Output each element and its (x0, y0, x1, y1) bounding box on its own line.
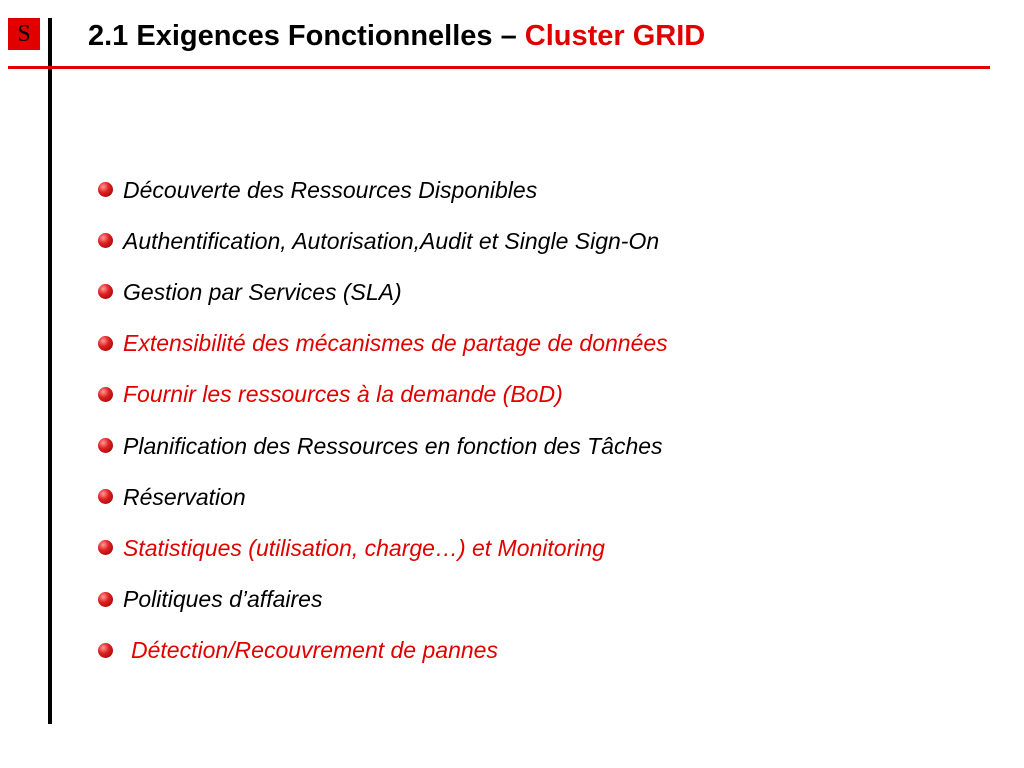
bullet-icon (98, 233, 113, 248)
bullet-icon (98, 540, 113, 555)
title-accent: Cluster GRID (524, 20, 706, 52)
list-item (98, 471, 668, 522)
list-item (98, 318, 668, 369)
bullet-icon (98, 336, 113, 351)
list-item-text: Extensibilité des mécanismes de partage de données (123, 330, 668, 357)
list-item (98, 215, 668, 266)
list-item-text: Gestion par Services (SLA) (123, 278, 402, 305)
list-item (98, 164, 668, 215)
list-item-text: Planification des Ressources en fonction des Tâches (123, 432, 663, 459)
list-item (98, 522, 668, 573)
list-item (98, 420, 668, 471)
requirements-list (98, 164, 668, 676)
bullet-icon (98, 643, 113, 658)
logo-letter: S (17, 21, 31, 47)
bullet-icon (98, 438, 113, 453)
list-item-text: Statistiques (utilisation, charge…) et Monitoring (123, 534, 605, 561)
page-title (88, 16, 705, 56)
bullet-icon (98, 284, 113, 299)
title-main: 2.1 Exigences Fonctionnelles – (88, 20, 525, 52)
list-item (98, 369, 668, 420)
vertical-divider (48, 18, 52, 724)
bullet-icon (98, 387, 113, 402)
list-item-text: Fournir les ressources à la demande (BoD) (123, 381, 563, 408)
bullet-icon (98, 592, 113, 607)
header-divider (8, 66, 990, 69)
list-item (98, 574, 668, 625)
bullet-icon (98, 182, 113, 197)
list-item (98, 266, 668, 317)
bullet-icon (98, 489, 113, 504)
list-item-text: Découverte des Ressources Disponibles (123, 176, 538, 203)
list-item-text: Authentification, Autorisation,Audit et Single Sign-On (123, 227, 660, 254)
list-item-text: Politiques d’affaires (123, 586, 323, 613)
list-item-text: Détection/Recouvrement de pannes (131, 637, 498, 664)
logo-badge (8, 18, 40, 50)
list-item-text: Réservation (123, 483, 246, 510)
list-item (98, 625, 668, 676)
